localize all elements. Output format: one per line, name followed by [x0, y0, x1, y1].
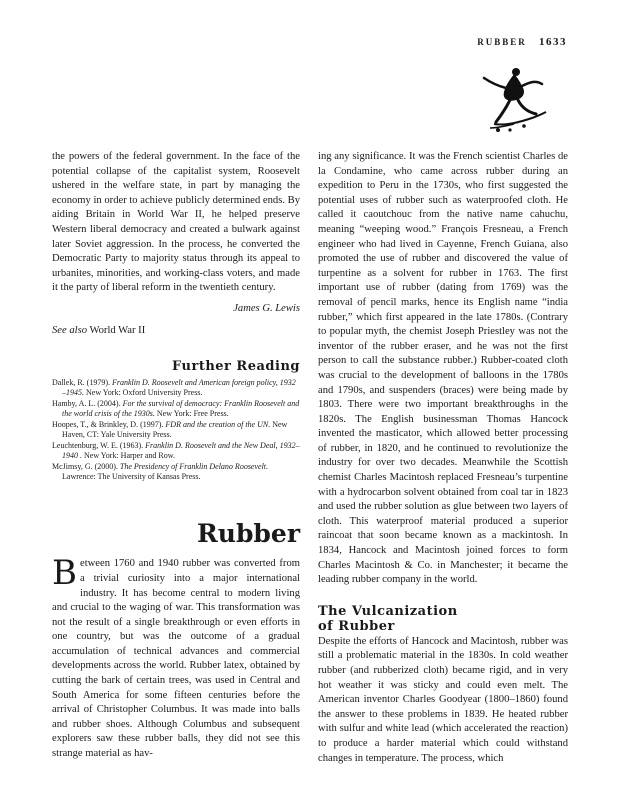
section-heading-line-2: of Rubber [318, 618, 395, 634]
see-also-reference [52, 324, 300, 339]
running-head [477, 36, 567, 48]
article-title: Rubber [197, 518, 300, 548]
reference-publisher: New York: Free Press. [154, 409, 229, 419]
reference-list [52, 378, 300, 483]
reference-publisher: Lawrence: The University of Kansas Press. [62, 472, 201, 482]
see-also-label: See also [52, 324, 88, 336]
reference-entry [52, 462, 300, 483]
page-number: 1633 [539, 36, 567, 48]
reference-title: FDR and the creation of the UN. [165, 419, 271, 429]
further-reading-heading: Further Reading [172, 359, 300, 375]
reference-author: Leuchtenburg, W. E. (1963). [52, 440, 146, 450]
see-also-link[interactable]: World War II [89, 324, 146, 336]
body-paragraph: Despite the efforts of Hancock and Macintosh, rubber was still a problematic material in the 1830s. In cold weather rubber (and rubberized cloth) became rigid, and in very hot weather it was sticky and could even melt. The American inventor Charles Goodyear (1800–1860) found the answer to these problems in 1839. He heated rubber with sulfur and white lead (which accelerated the reaction) to produce a harder material which could withstand changes in temperature. The process, which [318, 635, 568, 764]
author-signature: James G. Lewis [233, 302, 300, 314]
body-paragraph: the powers of the federal government. In the face of the potential collapse of the capitalist system, Roosevelt ushered in the welfare state, in part by managing the economy in order to achieve publicly determined ends. By aiding Britain in World War II, he helped preserve Western liberal democracy and created a bulwark against later Soviet aggression. In the process, he converted the Democratic Party to majority status through its appeal to urbanites, minorities, and working-class voters, and made it the party of liberal reform in the twentieth century. [52, 151, 300, 294]
reference-entry [52, 378, 300, 399]
reference-title: For the survival of democracy: Franklin Roosevelt and the world crisis of the 1930s. [62, 398, 300, 419]
intro-paragraph [52, 553, 300, 761]
reference-publisher: New York: Harper and Row. [82, 451, 176, 461]
reference-title: Franklin D. Roosevelt and American foreign policy, 1932 –1945. [62, 377, 296, 398]
section-heading-line-1: The Vulcanization [318, 603, 458, 619]
reference-publisher: New Haven, CT: Yale University Press. [62, 419, 288, 440]
reference-entry [52, 420, 300, 441]
section-heading [318, 604, 568, 634]
intro-text: etween 1760 and 1940 rubber was converted from a trivial curiosity into a major international industry. It has become central to modern living and crucial to the waging of war. This transformation was not the result of a single breakthrough or even efforts in one country, but was the outcome of a gradual accumulation of technical advances and commercial developments across the world. Rubber latex, obtained by cutting the bark of certain trees, was used in Central and South America for some fifteen centuries before the arrival of Christopher Columbus. It was made into balls and rubber shoes. Although Columbus and subsequent explorers saw these rubber balls, they did not see this strange material as hav- [52, 558, 300, 760]
reference-entry [52, 441, 300, 462]
left-column [52, 150, 300, 762]
reference-title: The Presidency of Franklin Delano Roosevelt. [119, 461, 269, 471]
body-paragraph: ing any significance. It was the French scientist Charles de la Condamine, who came across rubber during an expedition to Peru in the 1730s, who first suggested the potential uses of rubber such as waterproofed cloth. He called it caoutchouc from the native name cahuchu, meaning “weeping wood.” François Fresneau, a French engineer who had lived in Cayenne, French Guiana, also promoted the use of rubber and discovered the value of turpentine as a solvent for rubber in 1763. The first important use of rubber (dating from 1769) was the removal of pencil marks, hence its English name “india rubber,” which first appeared in the late 1780s. (Contrary to popular myth, the chemist Joseph Priestley was not the inventor of the rubber eraser, and he was not the first person to call the substance rubber.) Rubber-coated cloth was crucial to the development of balloons in the 1780s and 1790s, and suspenders (braces) were being made by 1803. There were two important breakthroughs in the 1820s. The English businessman Thomas Hancock invented the masticator, which allowed better processing of rubber, in 1820, and he continued to revolutionize the industry for over two decades. Meanwhile the Scottish chemist Charles Macintosh replaced Fresneau’s turpentine with a hydrocarbon solvent obtained from coal tar in 1823 and used the rubber solution as glue between two layers of cloth. This waterproof material produced a superior raincoat that soon became known as a mackintosh. In 1834, Hancock and Macintosh joined forces to form Charles Macintosh & Co. in Manchester; it became the leading rubber company in the world. [318, 151, 568, 586]
drop-cap: B [52, 553, 77, 594]
running-head-title: RUBBER [477, 37, 527, 47]
reference-publisher: New York: Oxford University Press. [84, 388, 203, 398]
reference-author: McJimsy, G. (2000). [52, 461, 120, 471]
dancing-figure-icon [476, 66, 554, 134]
reference-author: Hoopes, T., & Brinkley, D. (1997). [52, 419, 166, 429]
reference-entry [52, 399, 300, 420]
reference-author: Dallek, R. (1979). [52, 377, 112, 387]
right-column [318, 150, 568, 766]
reference-author: Hamby, A. L. (2004). [52, 398, 123, 408]
reference-title: Franklin D. Roosevelt and the New Deal, 1932–1940 . [62, 440, 300, 461]
